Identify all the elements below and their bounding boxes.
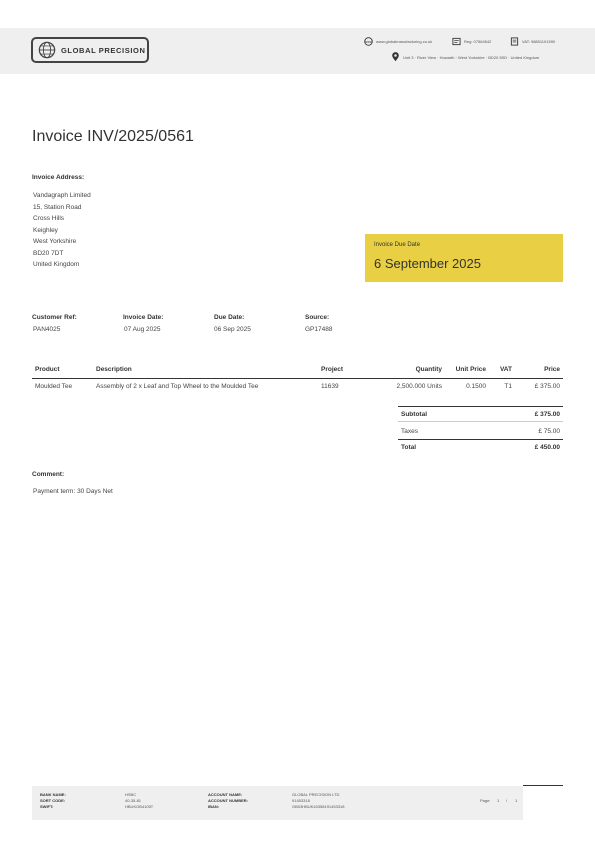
invoice-address-label: Invoice Address:	[32, 174, 85, 181]
page-footer	[32, 786, 523, 820]
page-separator: /	[506, 798, 508, 803]
col-unit-price: Unit Price	[445, 363, 489, 379]
due-date-value: 06 Sep 2025	[214, 326, 251, 333]
swift-value: HBUKGB4105T	[125, 804, 154, 809]
invoice-title: Invoice INV/2025/0561	[32, 128, 194, 145]
col-vat: VAT	[489, 363, 515, 379]
source-value: GP17488	[305, 326, 333, 333]
iban-value: GB03HBUK40358191453318	[292, 804, 345, 809]
page-current: 1	[497, 798, 500, 803]
table-row	[32, 379, 563, 395]
reg-text: Reg: 07564542	[464, 39, 492, 44]
account-name-label: ACCOUNT NAME:	[208, 792, 243, 797]
iban-label: IBAN:	[208, 804, 220, 809]
svg-text:www: www	[364, 39, 373, 44]
vat-document-icon	[510, 37, 519, 46]
company-logo	[31, 37, 149, 63]
subtotal-row	[398, 406, 563, 422]
invoice-lines-table	[32, 363, 563, 394]
sort-code-label: SORT CODE:	[40, 798, 66, 803]
bank-name-value: HSBC	[125, 792, 137, 797]
address-line: United Kingdom	[33, 261, 80, 268]
invoice-address	[33, 190, 91, 271]
total-value: £ 450.00	[534, 444, 560, 451]
row-vat: T1	[504, 383, 512, 390]
account-number-value: 91453318	[292, 798, 310, 803]
row-unit-price: 0.1500	[466, 383, 486, 390]
due-date-box-label: Invoice Due Date	[374, 242, 421, 248]
invoice-date-label: Invoice Date:	[123, 314, 164, 321]
website-contact[interactable]	[364, 37, 432, 46]
row-product: Moulded Tee	[35, 383, 73, 390]
col-price: Price	[515, 363, 563, 379]
col-project: Project	[318, 363, 364, 379]
row-price: £ 375.00	[534, 383, 560, 390]
address-line: BD20 7DT	[33, 249, 64, 257]
totals-block	[398, 406, 563, 454]
col-quantity: Quantity	[364, 363, 445, 379]
sort-code-value: 40-35-81	[125, 798, 142, 803]
row-quantity: 2,500.000 Units	[396, 383, 442, 390]
row-project: 11639	[321, 383, 339, 390]
taxes-value: £ 75.00	[538, 428, 560, 435]
globe-icon	[38, 41, 56, 59]
table-header-row	[32, 363, 563, 379]
comment-text: Payment term: 30 Days Net	[33, 488, 113, 495]
registration-icon	[452, 37, 461, 46]
company-address-text: Unit 3 · River View · Howarth · West Yorkshire · BD20 5SD · United Kingdom	[403, 54, 540, 60]
address-line: Keighley	[33, 226, 58, 234]
page-label: Page:	[480, 798, 491, 803]
due-date-box	[365, 234, 563, 282]
due-date-box-value: 6 September 2025	[374, 256, 481, 271]
page-total: 1	[515, 798, 518, 803]
web-icon	[364, 37, 373, 46]
bank-name-label: BANK NAME:	[40, 792, 66, 797]
row-description: Assembly of 2 x Leaf and Top Wheel to the Moulded Tee	[96, 383, 259, 390]
customer-ref-value: PAN4025	[33, 326, 61, 333]
account-name-value: GLOBAL PRECISION LTD	[292, 792, 340, 797]
col-product: Product	[32, 363, 93, 379]
address-line: Cross Hills	[33, 215, 65, 222]
account-number-label: ACCOUNT NUMBER:	[208, 798, 248, 803]
subtotal-value: £ 375.00	[534, 411, 560, 418]
page-header	[0, 28, 595, 74]
map-pin-icon	[391, 52, 400, 62]
due-date-label: Due Date:	[214, 314, 245, 321]
total-row	[398, 440, 563, 454]
swift-label: SWIFT:	[40, 804, 54, 809]
customer-ref-label: Customer Ref:	[32, 314, 77, 321]
reg-contact	[452, 37, 491, 46]
website-text: www.globalmanufacturing.co.uk	[376, 39, 433, 44]
vat-contact	[510, 37, 555, 46]
col-description: Description	[93, 363, 318, 379]
footer-divider	[523, 785, 563, 786]
taxes-row	[398, 422, 563, 440]
invoice-date-value: 07 Aug 2025	[124, 326, 161, 333]
address-line: West Yorkshire	[33, 238, 77, 245]
vat-text: VAT: 98851101590	[522, 39, 556, 44]
source-label: Source:	[305, 314, 330, 321]
taxes-label: Taxes	[401, 428, 418, 435]
comment-label: Comment:	[32, 471, 65, 478]
total-label: Total	[401, 444, 417, 451]
address-line: 15, Station Road	[33, 203, 82, 211]
address-contact	[391, 52, 539, 62]
logo-text: GLOBAL PRECISION	[61, 45, 146, 55]
address-line: Vandagraph Limited	[33, 192, 91, 199]
subtotal-label: Subtotal	[401, 411, 427, 418]
